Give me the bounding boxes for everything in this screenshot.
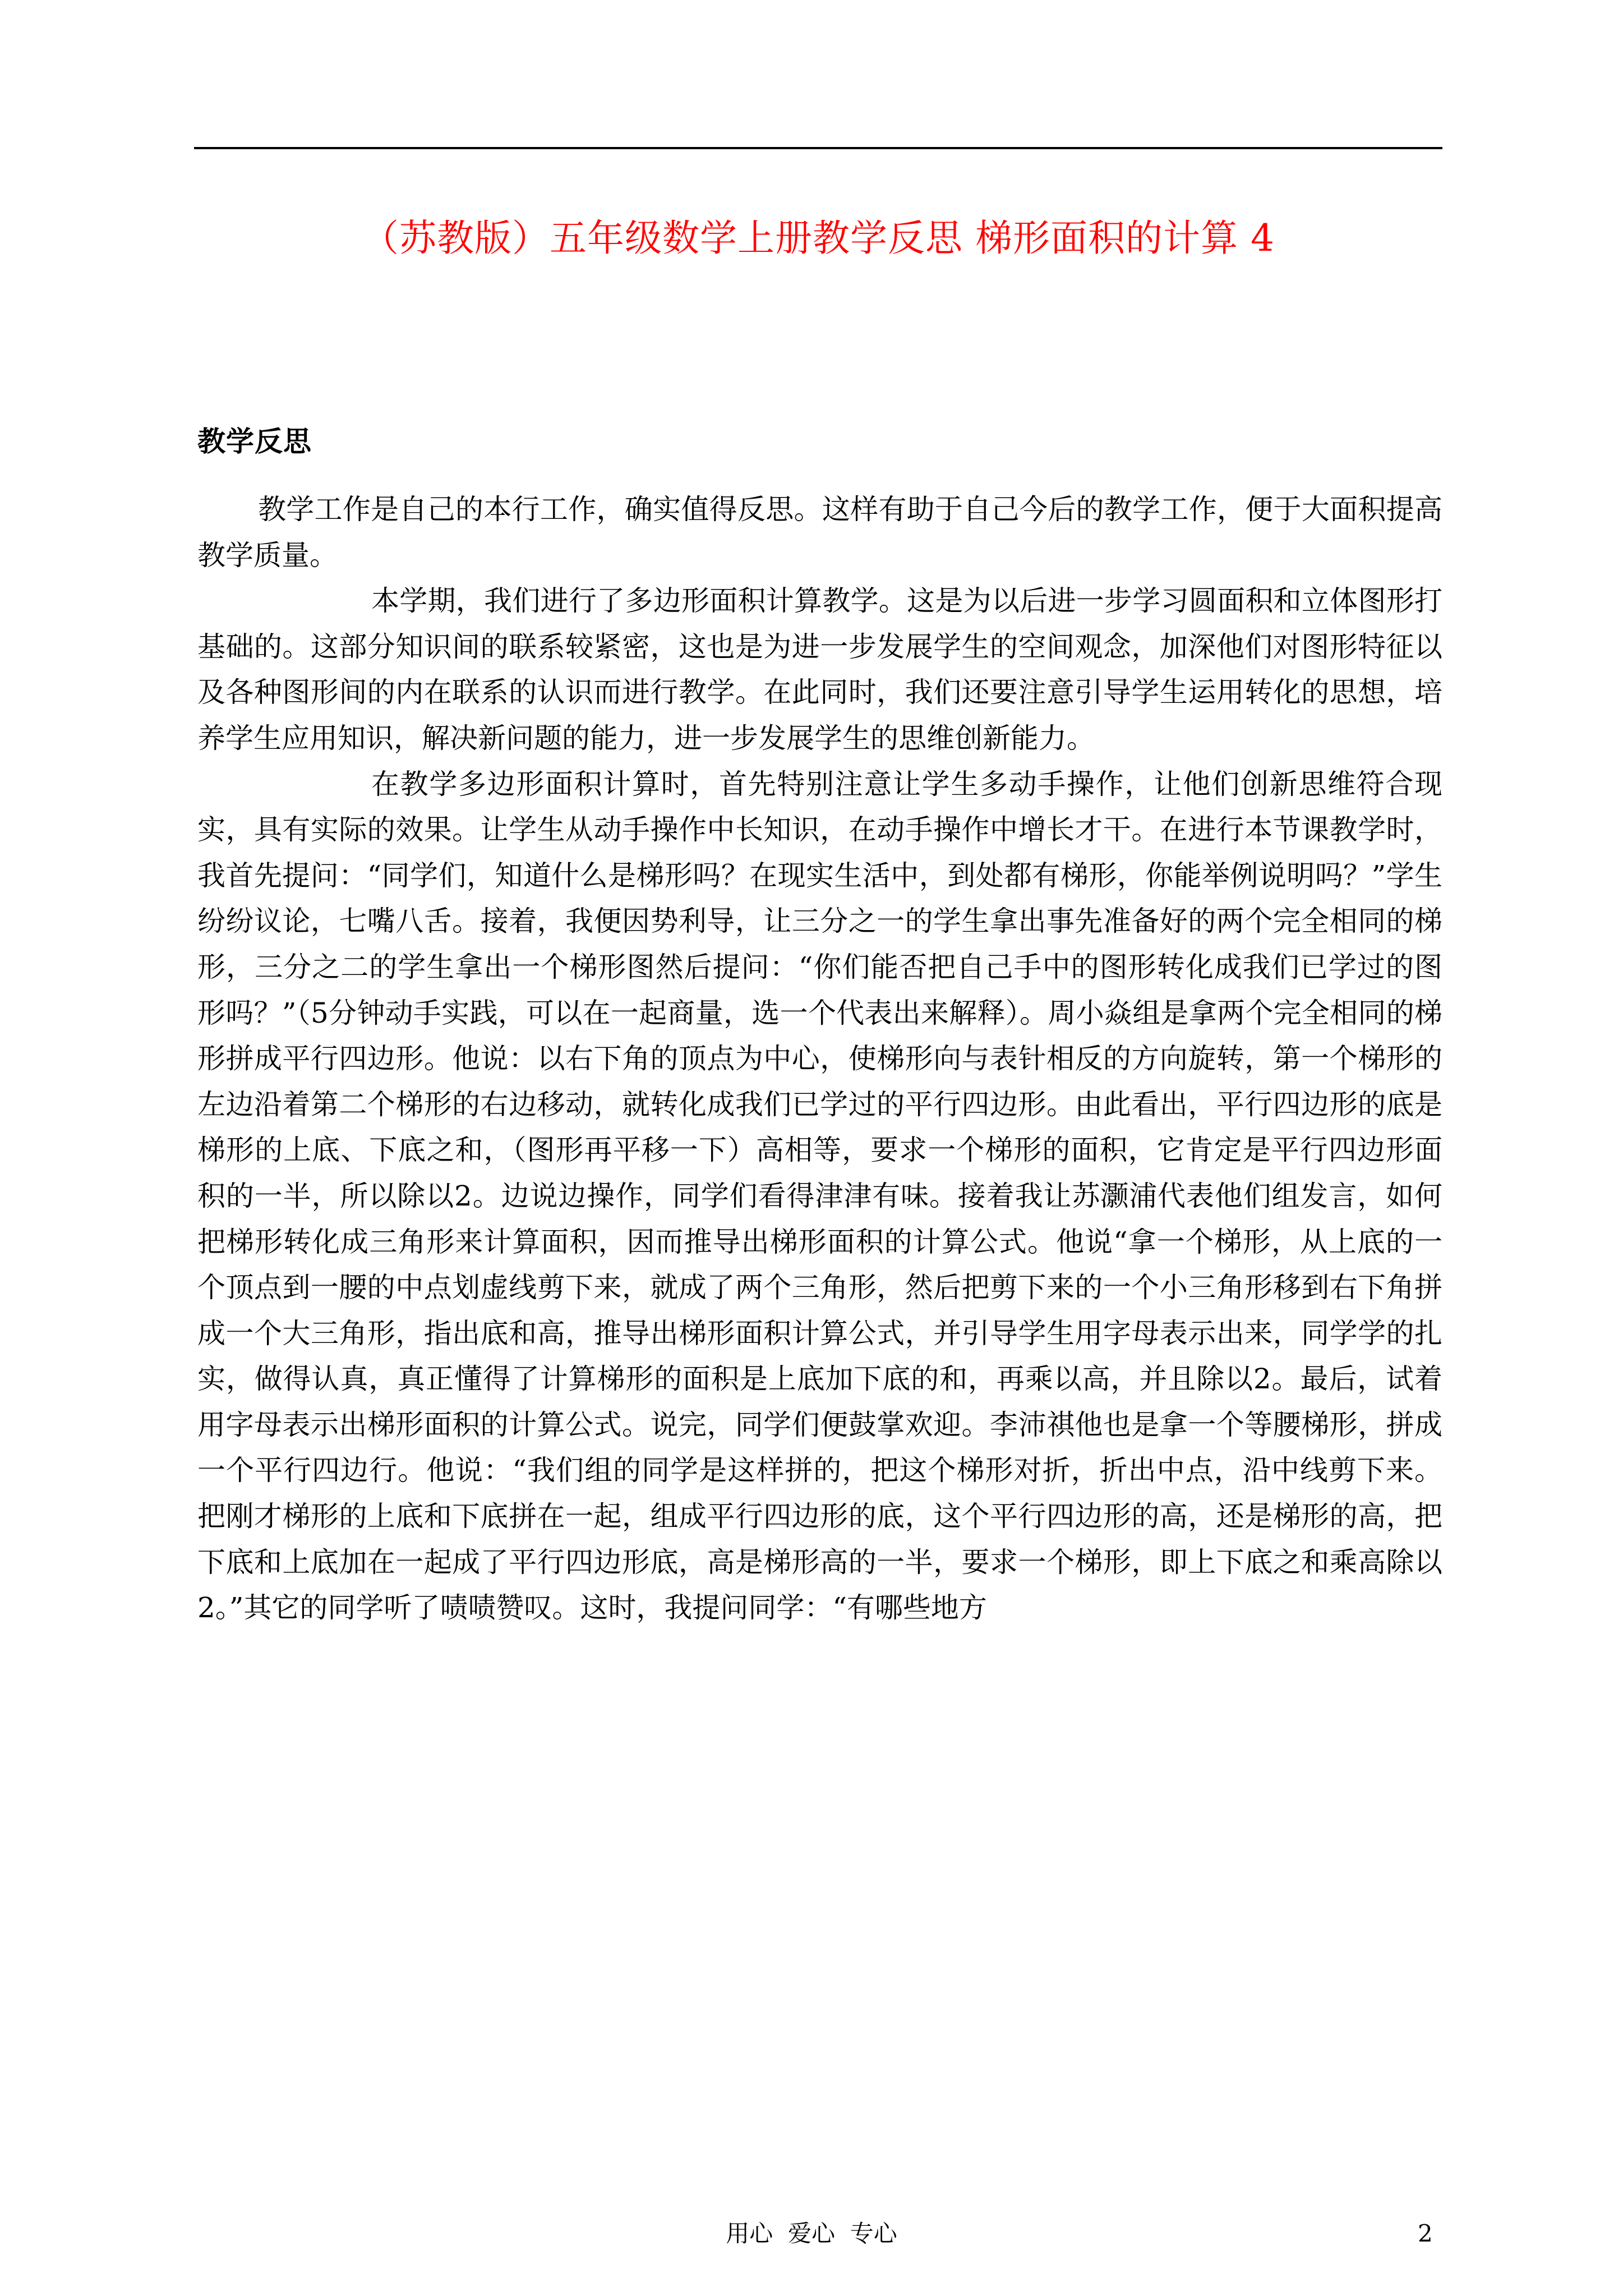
header-rule <box>194 147 1442 149</box>
paragraph-intro: 教学工作是自己的本行工作，确实值得反思。这样有助于自己今后的教学工作，便于大面积提高教学质量。 <box>197 493 1442 572</box>
document-title: （苏教版）五年级数学上册教学反思 梯形面积的计算 4 <box>362 217 1275 260</box>
footer-motto: 用心 爱心 专心 <box>726 2220 897 2247</box>
page-number: 2 <box>1418 2220 1433 2247</box>
body-content <box>197 487 1442 1631</box>
paragraph-semester: 本学期，我们进行了多边形面积计算教学。这是为以后进一步学习圆面积和立体图形打基础的。这部分知识间的联系较紧密，这也是为进一步发展学生的空间观念，加深他们对图形特征以及各种图形间的内在联系的认识而进行教学。在此同时，我们还要注意引导学生运用转化的思想，培养学生应用知识，解决新问题的能力，进一步发展学生的思维创新能力。 <box>197 585 1442 754</box>
section-heading: 教学反思 <box>197 425 312 458</box>
paragraph-teaching-process: 在教学多边形面积计算时，首先特别注意让学生多动手操作，让他们创新思维符合现实，具有实际的效果。让学生从动手操作中长知识，在动手操作中增长才干。在进行本节课教学时，我首先提问：“同学们，知道什么是梯形吗？在现实生活中，到处都有梯形，你能举例说明吗？”学生纷纷议论，七嘴八舌。接着，我便因势利导，让三分之一的学生拿出事先准备好的两个完全相同的梯形，三分之二的学生拿出一个梯形图然后提问：“你们能否把自己手中的图形转化成我们已学过的图形吗？”（5分钟动手实践，可以在一起商量，选一个代表出来解释）。周小焱组是拿两个完全相同的梯形拼成平行四边形。他说：以右下角的顶点为中心，使梯形向与表针相反的方向旋转，第一个梯形的左边沿着第二个梯形的右边移动，就转化成我们已学过的平行四边形。由此看出，平行四边形的底是梯形的上底、下底之和，（图形再平移一下）高相等，要求一个梯形的面积，它肯定是平行四边形面积的一半，所以除以2。边说边操作，同学们看得津津有味。接着我让苏灏浦代表他们组发言，如何把梯形转化成三角形来计算面积，因而推导出梯形面积的计算公式。他说“拿一个梯形，从上底的一个顶点到一腰的中点划虚线剪下来，就成了两个三角形，然后把剪下来的一个小三角形移到右下角拼成一个大三角形，指出底和高，推导出梯形面积计算公式，并引导学生用字母表示出来，同学学的扎实，做得认真，真正懂得了计算梯形的面积是上底加下底的和，再乘以高，并且除以2。最后，试着用字母表示出梯形面积的计算公式。说完，同学们便鼓掌欢迎。李沛祺他也是拿一个等腰梯形，拼成一个平行四边行。他说：“我们组的同学是这样拼的，把这个梯形对折，折出中点，沿中线剪下来。把刚才梯形的上底和下底拼在一起，组成平行四边形的底，这个平行四边形的高，还是梯形的高，把下底和上底加在一起成了平行四边形底，高是梯形高的一半，要求一个梯形，即上下底之和乘高除以2。”其它的同学听了啧啧赞叹。这时，我提问同学：“有哪些地方 <box>197 767 1442 1625</box>
